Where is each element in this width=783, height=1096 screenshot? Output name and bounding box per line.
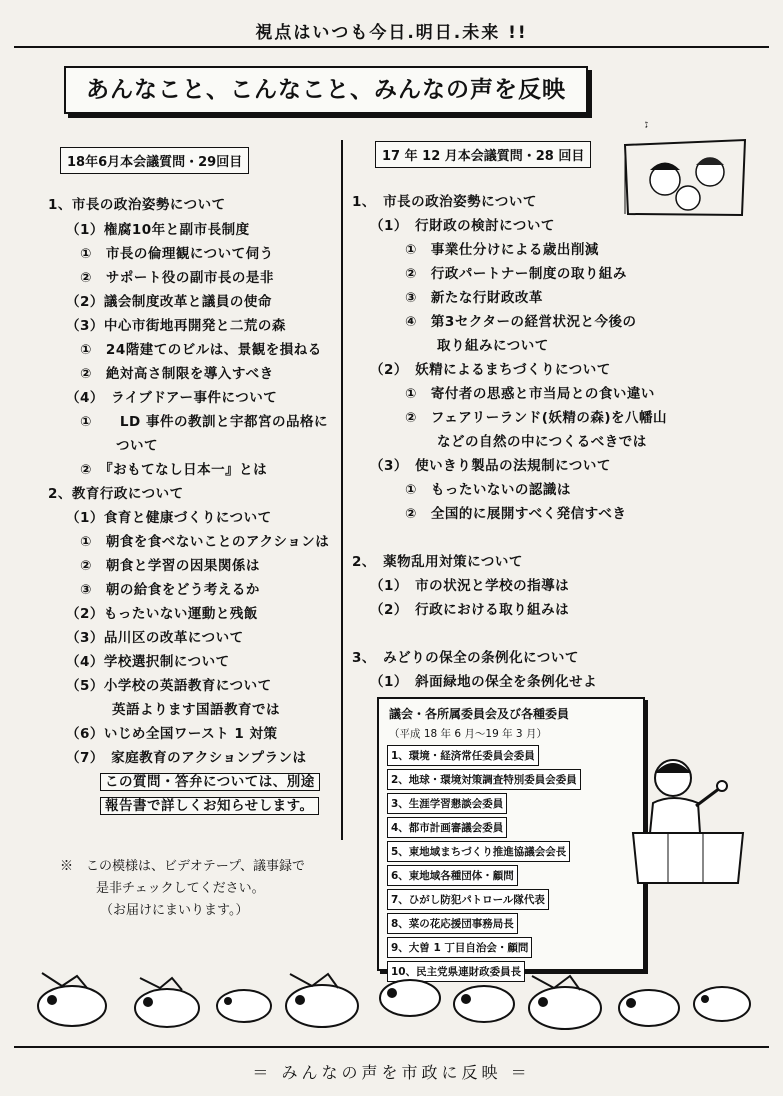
right-item: （1） 行財政の検討について [370,218,555,234]
column-divider [341,140,343,840]
left-item: （3）中心市街地再開発と二荒の森 [66,318,286,334]
right-item: 1、 市長の政治姿勢について [352,194,537,210]
left-item: ② 『おもてなし日本一』とは [80,462,268,478]
right-item: 3、 みどりの保全の条例化について [352,650,579,666]
right-section-heading: 17 年 12 月本会議質問・28 回目 [375,141,591,168]
right-item: 取り組みについて [437,338,549,354]
bottom-rule [14,1046,769,1048]
left-item: （4）学校選択制について [66,654,230,670]
left-item [100,794,319,814]
right-item: （3） 使いきり製品の法規制について [370,458,611,474]
committee-item: 2、地球・環境対策調査特別委員会委員 [387,769,581,790]
fish-icon [529,976,601,1029]
note-line: （お届けにまいります。） [100,903,249,918]
left-item: ② 朝食と学習の因果関係は [80,558,260,574]
committee-item: 8、菜の花応援団事務局長 [387,913,518,934]
left-item: ① LD 事件の教訓と宇都宮の品格に [80,414,328,430]
fish-icon [217,990,271,1022]
left-item [100,770,320,790]
left-item: （1）権腐10年と副市長制度 [66,222,250,238]
left-item: ① 朝食を食べないことのアクションは [80,534,330,550]
speaker-illustration [628,748,748,888]
fish-icon [454,986,514,1022]
committee-item: 1、環境・経済常任委員会委員 [387,745,539,766]
left-item: （2）もったいない運動と残飯 [66,606,258,622]
right-item: （2） 行政における取り組みは [370,602,570,618]
fish-icon [286,974,358,1027]
left-section-heading: 18年6月本会議質問・29回目 [60,147,249,174]
report-note-box: 報告書で詳しくお知らせします。 [100,797,319,815]
fish-icon [38,973,106,1026]
committee-item: 6、東地域各種団体・顧問 [387,865,518,886]
right-item: （1） 市の状況と学校の指導は [370,578,570,594]
left-item: ② サポート役の副市長の是非 [80,270,274,286]
right-item: ③ 新たな行財政改革 [405,290,543,306]
committee-box [377,697,645,978]
fish-icon [694,987,750,1021]
left-item: 英語よります国語教育では [112,702,280,718]
top-rule [14,46,769,48]
committee-title: 議会・各所属委員会及び各種委員 [389,707,570,721]
left-item: 2、教育行政について [48,486,184,502]
video-note [60,856,305,922]
right-item: などの自然の中につくるべきでは [437,434,647,450]
left-item: ② 絶対高さ制限を導入すべき [80,366,274,382]
left-item: ③ 朝の給食をどう考えるか [80,582,260,598]
left-item: （5）小学校の英語教育について [66,678,272,694]
main-title: あんなこと、こんなこと、みんなの声を反映 [64,66,588,114]
left-item: （2）議会制度改革と議員の使命 [66,294,272,310]
committee-item: 10、民主党県連財政委員長 [387,961,525,982]
committee-item: 3、生涯学習懇談会委員 [387,793,507,814]
family-illustration [620,110,750,220]
committee-item: 7、ひがし防犯パトロール隊代表 [387,889,549,910]
right-item: ② 行政パートナー制度の取り組み [405,266,627,282]
right-item: ② 全国的に展開すべく発信すべき [405,506,627,522]
header-slogan: 視点はいつも今日.明日.未来 !! [255,23,528,43]
committee-item: 9、大曽 1 丁目自治会・顧問 [387,937,532,958]
note-line: 是非チェックしてください。 [96,881,265,896]
footer-slogan: ＝ みんなの声を市政に反映 ＝ [252,1063,531,1082]
right-item: ① もったいないの認識は [405,482,571,498]
note-line: ※ この模様は、ビデオテープ、議事録で [60,859,306,874]
left-item: （4） ライブドアー事件について [66,390,278,406]
svg-text:♪: ♪ [642,119,651,130]
fish-icon [380,980,440,1016]
committee-item: 4、都市計画審議会委員 [387,817,507,838]
left-item: ① 市長の倫理観について伺う [80,246,274,262]
committee-period: （平成 18 年 6 月～19 年 3 月） [389,728,547,740]
left-item: （7） 家庭教育のアクションプランは [66,750,307,766]
fish-icon [135,978,199,1027]
left-item: （3）品川区の改革について [66,630,244,646]
left-item: （1）食育と健康づくりについて [66,510,272,526]
right-item: 2、 薬物乱用対策について [352,554,523,570]
right-item: ② フェアリーランド(妖精の森)を八幡山 [405,410,668,426]
fish-decoration-row [32,968,762,1038]
right-item: ④ 第3セクターの経営状況と今後の [405,314,637,330]
right-item: ① 寄付者の思惑と市当局との食い違い [405,386,655,402]
left-item: （6）いじめ全国ワースト 1 対策 [66,726,278,742]
right-item: （1） 斜面緑地の保全を条例化せよ [370,674,598,690]
left-item: ① 24階建てのビルは、景観を損ねる [80,342,322,358]
committee-item: 5、東地域まちづくり推進協議会会長 [387,841,570,862]
fish-icon [619,990,679,1026]
left-item: ついて [116,438,158,454]
right-item: ① 事業仕分けによる歳出削減 [405,242,599,258]
right-item: （2） 妖精によるまちづくりについて [370,362,611,378]
left-item: 1、市長の政治姿勢について [48,197,226,213]
report-note-box: この質問・答弁については、別途 [100,773,320,791]
